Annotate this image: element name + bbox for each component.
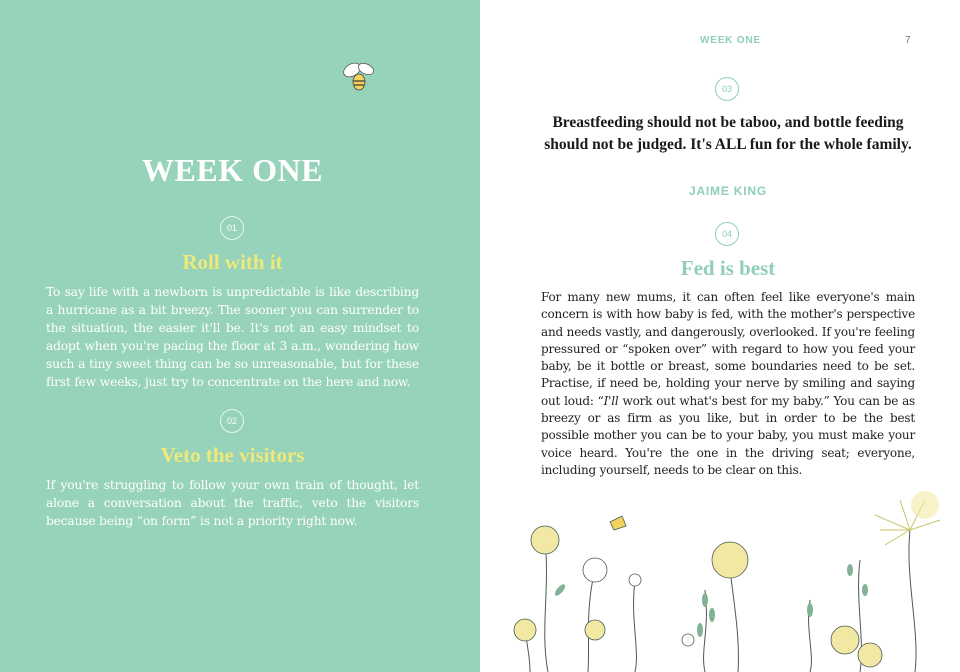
body-text: work out what's best for my baby.” You can be as breezy or as firm as you like, but in order to be the best possible mother you can be to your baby, you must make your voice heard. You're the one in the driving seat; everyone, including yourself, needs to be clear on this. — [541, 393, 915, 477]
section-body: To say life with a newborn is unpredictable is like describing a hurricane as a bit breezy. The sooner you can surrender to the situation, the easier it'll be. It's not an easy mindset to adopt when you're pacing the floor at 3 a.m., wondering how such a tiny sweet thing can be so unreasonable, but for these first few weeks, just try to concentrate on the here and now. — [46, 285, 419, 389]
page-number: 7 — [905, 35, 912, 46]
running-header: WEEK ONE — [700, 35, 761, 46]
body-italic: I'll — [603, 393, 619, 408]
section-number-badge: 03 — [715, 77, 739, 101]
quote-author: JAIME KING — [688, 184, 767, 198]
bee-illustration-icon — [340, 60, 382, 94]
section-heading: Roll with it — [182, 250, 283, 274]
body-text: For many new mums, it can often feel like everyone's main concern is with how baby is fed, with the mother's perspective and needs vastly, and dangerously, overlooked. If you're feeling pressured or “spoken over” with regard to how you feed your baby, be it bottle or breast, some boundaries need to be set. Practise, if need be, holding your nerve by smiling and saying out loud: “ — [541, 290, 915, 408]
section-heading: Fed is best — [680, 256, 776, 280]
section-body: If you're struggling to follow your own train of thought, let alone a conversation about the traffic, veto the visitors because being “on form” is not a priority right now. — [46, 478, 419, 528]
section-body — [541, 289, 915, 479]
wildflowers-illustration-icon — [500, 480, 960, 672]
section-number-badge: 01 — [220, 216, 244, 240]
pull-quote: Breastfeeding should not be taboo, and bottle feeding should not be judged. It's ALL fun for the whole family. — [544, 114, 912, 153]
section-number-badge: 04 — [715, 222, 739, 246]
section-heading: Veto the visitors — [160, 443, 305, 467]
section-number-badge: 02 — [220, 409, 244, 433]
chapter-title: WEEK ONE — [142, 152, 323, 188]
